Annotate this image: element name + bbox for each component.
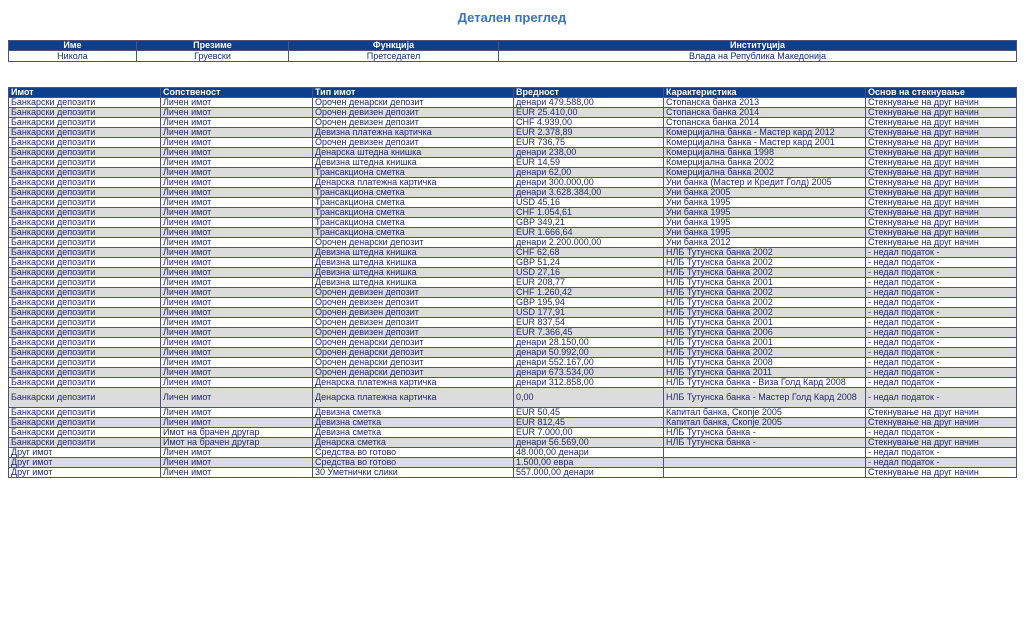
table-row bbox=[9, 328, 1017, 338]
asset-cell: Банкарски депозити bbox=[9, 248, 161, 258]
asset-cell: Банкарски депозити bbox=[9, 438, 161, 448]
acquisition-basis-cell: Стекнување на друг начин bbox=[866, 198, 1017, 208]
asset-cell: Друг имот bbox=[9, 468, 161, 478]
characteristic-cell: Комерцијална банка 2002 bbox=[664, 158, 866, 168]
asset-cell: Друг имот bbox=[9, 448, 161, 458]
table-row bbox=[9, 348, 1017, 358]
acquisition-basis-cell: - недал податок - bbox=[866, 338, 1017, 348]
asset-cell: Банкарски депозити bbox=[9, 328, 161, 338]
value-cell: 1.500,00 евра bbox=[514, 458, 664, 468]
table-row bbox=[9, 158, 1017, 168]
asset-type-cell: Трансакциона сметка bbox=[313, 198, 514, 208]
acquisition-basis-cell: - недал податок - bbox=[866, 258, 1017, 268]
table-row bbox=[9, 238, 1017, 248]
asset-cell: Банкарски депозити bbox=[9, 238, 161, 248]
asset-cell: Банкарски депозити bbox=[9, 308, 161, 318]
ownership-cell: Личен имот bbox=[161, 228, 313, 238]
value-cell: денари 28.150,00 bbox=[514, 338, 664, 348]
acquisition-basis-cell: Стекнување на друг начин bbox=[866, 178, 1017, 188]
table-row bbox=[9, 168, 1017, 178]
value-cell: денари 552.167,00 bbox=[514, 358, 664, 368]
characteristic-cell: НЛБ Тутунска банка 2002 bbox=[664, 248, 866, 258]
acquisition-basis-cell: - недал податок - bbox=[866, 368, 1017, 378]
value-cell: денари 300.000,00 bbox=[514, 178, 664, 188]
characteristic-cell: Комерцијална банка - Мастер кард 2012 bbox=[664, 128, 866, 138]
ownership-cell: Имот на брачен другар bbox=[161, 438, 313, 448]
official-row bbox=[9, 51, 1017, 62]
asset-type-cell: Девизна штедна книшка bbox=[313, 278, 514, 288]
value-cell: GBP 349,21 bbox=[514, 218, 664, 228]
characteristic-cell: НЛБ Тутунска банка - Мастер Голд Кард 2008 bbox=[664, 388, 866, 408]
asset-cell: Банкарски депозити bbox=[9, 358, 161, 368]
ownership-cell: Личен имот bbox=[161, 118, 313, 128]
acquisition-basis-cell: Стекнување на друг начин bbox=[866, 468, 1017, 478]
header-last-name: Презиме bbox=[137, 41, 289, 51]
table-row bbox=[9, 308, 1017, 318]
value-cell: EUR 837,54 bbox=[514, 318, 664, 328]
assets-table bbox=[8, 87, 1017, 478]
asset-type-cell: Орочен девизен депозит bbox=[313, 318, 514, 328]
asset-type-cell: Орочен девизен депозит bbox=[313, 308, 514, 318]
acquisition-basis-cell: Стекнување на друг начин bbox=[866, 208, 1017, 218]
table-row bbox=[9, 248, 1017, 258]
official-info-table bbox=[8, 40, 1017, 62]
table-row bbox=[9, 418, 1017, 428]
asset-type-cell: Трансакциона сметка bbox=[313, 188, 514, 198]
ownership-cell: Личен имот bbox=[161, 378, 313, 388]
ownership-cell: Личен имот bbox=[161, 268, 313, 278]
asset-type-cell: Девизна платежна картичка bbox=[313, 128, 514, 138]
ownership-cell: Личен имот bbox=[161, 258, 313, 268]
ownership-cell: Личен имот bbox=[161, 418, 313, 428]
asset-cell: Банкарски депозити bbox=[9, 348, 161, 358]
table-row bbox=[9, 208, 1017, 218]
value-cell: CHF 1.260,42 bbox=[514, 288, 664, 298]
characteristic-cell: Уни банка 1995 bbox=[664, 218, 866, 228]
value-cell: USD 177,91 bbox=[514, 308, 664, 318]
characteristic-cell: НЛБ Тутунска банка 2002 bbox=[664, 348, 866, 358]
asset-type-cell: Орочен девизен депозит bbox=[313, 138, 514, 148]
table-row bbox=[9, 428, 1017, 438]
ownership-cell: Личен имот bbox=[161, 348, 313, 358]
ownership-cell: Личен имот bbox=[161, 248, 313, 258]
table-row bbox=[9, 218, 1017, 228]
table-row bbox=[9, 438, 1017, 448]
table-row bbox=[9, 358, 1017, 368]
asset-type-cell: Орочен девизен депозит bbox=[313, 118, 514, 128]
header-acquisition-basis: Основ на стекнување bbox=[866, 88, 1017, 98]
asset-type-cell: 30 Уметнички слики bbox=[313, 468, 514, 478]
ownership-cell: Личен имот bbox=[161, 408, 313, 418]
asset-cell: Банкарски депозити bbox=[9, 378, 161, 388]
characteristic-cell: НЛБ Тутунска банка 2001 bbox=[664, 318, 866, 328]
header-ownership: Сопственост bbox=[161, 88, 313, 98]
asset-cell: Банкарски депозити bbox=[9, 118, 161, 128]
asset-cell: Банкарски депозити bbox=[9, 258, 161, 268]
institution: Влада на Република Македонија bbox=[499, 51, 1017, 62]
asset-cell: Банкарски депозити bbox=[9, 148, 161, 158]
acquisition-basis-cell: Стекнување на друг начин bbox=[866, 228, 1017, 238]
acquisition-basis-cell: - недал податок - bbox=[866, 458, 1017, 468]
ownership-cell: Личен имот bbox=[161, 298, 313, 308]
acquisition-basis-cell: - недал податок - bbox=[866, 278, 1017, 288]
acquisition-basis-cell: - недал податок - bbox=[866, 308, 1017, 318]
table-row bbox=[9, 228, 1017, 238]
ownership-cell: Личен имот bbox=[161, 278, 313, 288]
value-cell: 0,00 bbox=[514, 388, 664, 408]
table-row bbox=[9, 148, 1017, 158]
characteristic-cell: Стопанска банка 2014 bbox=[664, 108, 866, 118]
value-cell: EUR 25.410,00 bbox=[514, 108, 664, 118]
ownership-cell: Личен имот bbox=[161, 388, 313, 408]
characteristic-cell: Уни банка 2005 bbox=[664, 188, 866, 198]
ownership-cell: Имот на брачен другар bbox=[161, 428, 313, 438]
ownership-cell: Личен имот bbox=[161, 308, 313, 318]
header-characteristic: Карактеристика bbox=[664, 88, 866, 98]
ownership-cell: Личен имот bbox=[161, 128, 313, 138]
characteristic-cell: Стопанска банка 2014 bbox=[664, 118, 866, 128]
ownership-cell: Личен имот bbox=[161, 98, 313, 108]
acquisition-basis-cell: Стекнување на друг начин bbox=[866, 188, 1017, 198]
table-row bbox=[9, 298, 1017, 308]
value-cell: EUR 736,75 bbox=[514, 138, 664, 148]
acquisition-basis-cell: Стекнување на друг начин bbox=[866, 158, 1017, 168]
acquisition-basis-cell: Стекнување на друг начин bbox=[866, 218, 1017, 228]
acquisition-basis-cell: - недал податок - bbox=[866, 248, 1017, 258]
table-row bbox=[9, 188, 1017, 198]
asset-type-cell: Трансакциона сметка bbox=[313, 218, 514, 228]
acquisition-basis-cell: - недал податок - bbox=[866, 448, 1017, 458]
acquisition-basis-cell: Стекнување на друг начин bbox=[866, 418, 1017, 428]
acquisition-basis-cell: - недал податок - bbox=[866, 348, 1017, 358]
characteristic-cell: НЛБ Тутунска банка 2011 bbox=[664, 368, 866, 378]
ownership-cell: Личен имот bbox=[161, 368, 313, 378]
ownership-cell: Личен имот bbox=[161, 358, 313, 368]
value-cell: EUR 50,45 bbox=[514, 408, 664, 418]
asset-type-cell: Девизна штедна книшка bbox=[313, 268, 514, 278]
acquisition-basis-cell: Стекнување на друг начин bbox=[866, 98, 1017, 108]
acquisition-basis-cell: Стекнување на друг начин bbox=[866, 108, 1017, 118]
asset-type-cell: Девизна штедна книшка bbox=[313, 248, 514, 258]
characteristic-cell: Комерцијална банка 1998 bbox=[664, 148, 866, 158]
acquisition-basis-cell: - недал податок - bbox=[866, 358, 1017, 368]
asset-type-cell: Денарска платежна картичка bbox=[313, 378, 514, 388]
value-cell: USD 27,16 bbox=[514, 268, 664, 278]
asset-cell: Банкарски депозити bbox=[9, 128, 161, 138]
ownership-cell: Личен имот bbox=[161, 288, 313, 298]
table-row bbox=[9, 268, 1017, 278]
asset-cell: Банкарски депозити bbox=[9, 208, 161, 218]
asset-cell: Банкарски депозити bbox=[9, 158, 161, 168]
table-row bbox=[9, 368, 1017, 378]
asset-cell: Банкарски депозити bbox=[9, 168, 161, 178]
asset-cell: Банкарски депозити bbox=[9, 298, 161, 308]
characteristic-cell: Стопанска банка 2013 bbox=[664, 98, 866, 108]
value-cell: EUR 7.000,00 bbox=[514, 428, 664, 438]
table-row bbox=[9, 408, 1017, 418]
value-cell: денари 56.569,00 bbox=[514, 438, 664, 448]
asset-cell: Банкарски депозити bbox=[9, 388, 161, 408]
asset-cell: Банкарски депозити bbox=[9, 418, 161, 428]
ownership-cell: Личен имот bbox=[161, 318, 313, 328]
characteristic-cell: НЛБ Тутунска банка - Виза Голд Кард 2008 bbox=[664, 378, 866, 388]
asset-type-cell: Девизна сметка bbox=[313, 428, 514, 438]
ownership-cell: Личен имот bbox=[161, 158, 313, 168]
characteristic-cell: Капитал банка, Скопје 2005 bbox=[664, 408, 866, 418]
asset-cell: Банкарски депозити bbox=[9, 198, 161, 208]
header-asset-type: Тип имот bbox=[313, 88, 514, 98]
characteristic-cell: НЛБ Тутунска банка 2002 bbox=[664, 298, 866, 308]
table-row bbox=[9, 108, 1017, 118]
characteristic-cell: НЛБ Тутунска банка 2002 bbox=[664, 288, 866, 298]
asset-type-cell: Орочен денарски депозит bbox=[313, 358, 514, 368]
characteristic-cell: Уни банка 1995 bbox=[664, 228, 866, 238]
ownership-cell: Личен имот bbox=[161, 178, 313, 188]
asset-cell: Банкарски депозити bbox=[9, 428, 161, 438]
value-cell: CHF 1.054,61 bbox=[514, 208, 664, 218]
ownership-cell: Личен имот bbox=[161, 218, 313, 228]
characteristic-cell: НЛБ Тутунска банка - bbox=[664, 438, 866, 448]
ownership-cell: Личен имот bbox=[161, 468, 313, 478]
asset-cell: Банкарски депозити bbox=[9, 218, 161, 228]
ownership-cell: Личен имот bbox=[161, 168, 313, 178]
first-name: Никола bbox=[9, 51, 137, 62]
characteristic-cell: Комерцијална банка 2002 bbox=[664, 168, 866, 178]
ownership-cell: Личен имот bbox=[161, 458, 313, 468]
assets-header-row bbox=[9, 88, 1017, 98]
characteristic-cell: НЛБ Тутунска банка - bbox=[664, 428, 866, 438]
value-cell: CHF 62,68 bbox=[514, 248, 664, 258]
asset-type-cell: Орочен денарски депозит bbox=[313, 348, 514, 358]
asset-type-cell: Орочен денарски депозит bbox=[313, 238, 514, 248]
acquisition-basis-cell: - недал податок - bbox=[866, 428, 1017, 438]
acquisition-basis-cell: - недал податок - bbox=[866, 268, 1017, 278]
characteristic-cell: НЛБ Тутунска банка 2008 bbox=[664, 358, 866, 368]
value-cell: 48.000,00 денари bbox=[514, 448, 664, 458]
header-institution: Институција bbox=[499, 41, 1017, 51]
table-row bbox=[9, 128, 1017, 138]
asset-cell: Банкарски депозити bbox=[9, 278, 161, 288]
characteristic-cell: НЛБ Тутунска банка 2002 bbox=[664, 258, 866, 268]
asset-type-cell: Денарска платежна картичка bbox=[313, 178, 514, 188]
characteristic-cell bbox=[664, 458, 866, 468]
page-title: Детален преглед bbox=[457, 10, 567, 25]
asset-cell: Банкарски депозити bbox=[9, 268, 161, 278]
ownership-cell: Личен имот bbox=[161, 108, 313, 118]
official-header-row bbox=[9, 41, 1017, 51]
acquisition-basis-cell: - недал податок - bbox=[866, 328, 1017, 338]
asset-type-cell: Средства во готово bbox=[313, 458, 514, 468]
value-cell: EUR 2.378,89 bbox=[514, 128, 664, 138]
asset-cell: Банкарски депозити bbox=[9, 228, 161, 238]
characteristic-cell: Уни банка 1995 bbox=[664, 198, 866, 208]
header-function: Функција bbox=[289, 41, 499, 51]
value-cell: EUR 208,77 bbox=[514, 278, 664, 288]
header-value: Вредност bbox=[514, 88, 664, 98]
asset-type-cell: Орочен денарски депозит bbox=[313, 98, 514, 108]
asset-type-cell: Трансакциона сметка bbox=[313, 208, 514, 218]
asset-cell: Банкарски депозити bbox=[9, 288, 161, 298]
asset-type-cell: Девизна сметка bbox=[313, 418, 514, 428]
function: Претседател bbox=[289, 51, 499, 62]
acquisition-basis-cell: Стекнување на друг начин bbox=[866, 128, 1017, 138]
characteristic-cell: НЛБ Тутунска банка 2002 bbox=[664, 308, 866, 318]
table-row bbox=[9, 468, 1017, 478]
table-row bbox=[9, 98, 1017, 108]
value-cell: EUR 1.666,64 bbox=[514, 228, 664, 238]
ownership-cell: Личен имот bbox=[161, 238, 313, 248]
value-cell: денари 238,00 bbox=[514, 148, 664, 158]
ownership-cell: Личен имот bbox=[161, 448, 313, 458]
characteristic-cell bbox=[664, 468, 866, 478]
characteristic-cell: НЛБ Тутунска банка 2006 bbox=[664, 328, 866, 338]
asset-cell: Друг имот bbox=[9, 458, 161, 468]
asset-cell: Банкарски депозити bbox=[9, 408, 161, 418]
asset-type-cell: Девизна штедна книшка bbox=[313, 158, 514, 168]
value-cell: денари 2.200.000,00 bbox=[514, 238, 664, 248]
ownership-cell: Личен имот bbox=[161, 198, 313, 208]
asset-type-cell: Орочен денарски депозит bbox=[313, 338, 514, 348]
acquisition-basis-cell: - недал податок - bbox=[866, 298, 1017, 308]
ownership-cell: Личен имот bbox=[161, 338, 313, 348]
asset-cell: Банкарски депозити bbox=[9, 108, 161, 118]
acquisition-basis-cell: Стекнување на друг начин bbox=[866, 138, 1017, 148]
value-cell: GBP 195,94 bbox=[514, 298, 664, 308]
characteristic-cell: Комерцијална банка - Мастер кард 2001 bbox=[664, 138, 866, 148]
table-row bbox=[9, 198, 1017, 208]
characteristic-cell: Уни банка 2012 bbox=[664, 238, 866, 248]
asset-cell: Банкарски депозити bbox=[9, 318, 161, 328]
asset-cell: Банкарски депозити bbox=[9, 188, 161, 198]
characteristic-cell: НЛБ Тутунска банка 2001 bbox=[664, 278, 866, 288]
value-cell: 557.000,00 денари bbox=[514, 468, 664, 478]
acquisition-basis-cell: - недал податок - bbox=[866, 378, 1017, 388]
asset-type-cell: Трансакциона сметка bbox=[313, 228, 514, 238]
asset-cell: Банкарски депозити bbox=[9, 338, 161, 348]
ownership-cell: Личен имот bbox=[161, 138, 313, 148]
asset-type-cell: Денарска платежна картичка bbox=[313, 388, 514, 408]
table-row bbox=[9, 458, 1017, 468]
value-cell: EUR 812,45 bbox=[514, 418, 664, 428]
asset-type-cell: Трансакциона сметка bbox=[313, 168, 514, 178]
asset-type-cell: Орочен денарски депозит bbox=[313, 368, 514, 378]
value-cell: денари 673.534,00 bbox=[514, 368, 664, 378]
acquisition-basis-cell: Стекнување на друг начин bbox=[866, 118, 1017, 128]
table-row bbox=[9, 318, 1017, 328]
value-cell: денари 50.992,00 bbox=[514, 348, 664, 358]
acquisition-basis-cell: Стекнување на друг начин bbox=[866, 408, 1017, 418]
acquisition-basis-cell: Стекнување на друг начин bbox=[866, 438, 1017, 448]
ownership-cell: Личен имот bbox=[161, 328, 313, 338]
asset-type-cell: Орочен девизен депозит bbox=[313, 288, 514, 298]
asset-type-cell: Орочен девизен депозит bbox=[313, 328, 514, 338]
table-row bbox=[9, 118, 1017, 128]
asset-cell: Банкарски депозити bbox=[9, 138, 161, 148]
asset-type-cell: Орочен девизен депозит bbox=[313, 108, 514, 118]
ownership-cell: Личен имот bbox=[161, 148, 313, 158]
last-name: Груевски bbox=[137, 51, 289, 62]
acquisition-basis-cell: - недал податок - bbox=[866, 318, 1017, 328]
value-cell: USD 45,16 bbox=[514, 198, 664, 208]
value-cell: денари 479.588,00 bbox=[514, 98, 664, 108]
asset-cell: Банкарски депозити bbox=[9, 178, 161, 188]
characteristic-cell: Капитал банка, Скопје 2005 bbox=[664, 418, 866, 428]
characteristic-cell: НЛБ Тутунска банка 2002 bbox=[664, 268, 866, 278]
table-row bbox=[9, 138, 1017, 148]
acquisition-basis-cell: Стекнување на друг начин bbox=[866, 168, 1017, 178]
acquisition-basis-cell: Стекнување на друг начин bbox=[866, 148, 1017, 158]
value-cell: EUR 7.366,45 bbox=[514, 328, 664, 338]
table-row bbox=[9, 178, 1017, 188]
value-cell: EUR 14,59 bbox=[514, 158, 664, 168]
asset-type-cell: Девизна сметка bbox=[313, 408, 514, 418]
asset-cell: Банкарски депозити bbox=[9, 98, 161, 108]
value-cell: денари 3.628.384,00 bbox=[514, 188, 664, 198]
table-row bbox=[9, 278, 1017, 288]
table-row bbox=[9, 378, 1017, 388]
header-first-name: Име bbox=[9, 41, 137, 51]
asset-type-cell: Средства во готово bbox=[313, 448, 514, 458]
value-cell: денари 62,00 bbox=[514, 168, 664, 178]
table-row bbox=[9, 338, 1017, 348]
asset-type-cell: Денарска штедна книшка bbox=[313, 148, 514, 158]
asset-type-cell: Орочен девизен депозит bbox=[313, 298, 514, 308]
asset-cell: Банкарски депозити bbox=[9, 368, 161, 378]
acquisition-basis-cell: Стекнување на друг начин bbox=[866, 238, 1017, 248]
acquisition-basis-cell: - недал податок - bbox=[866, 288, 1017, 298]
table-row bbox=[9, 258, 1017, 268]
table-row bbox=[9, 388, 1017, 408]
ownership-cell: Личен имот bbox=[161, 208, 313, 218]
ownership-cell: Личен имот bbox=[161, 188, 313, 198]
table-row bbox=[9, 448, 1017, 458]
characteristic-cell bbox=[664, 448, 866, 458]
value-cell: GBP 51,24 bbox=[514, 258, 664, 268]
characteristic-cell: Уни банка (Мастер и Кредит Голд) 2005 bbox=[664, 178, 866, 188]
table-row bbox=[9, 288, 1017, 298]
value-cell: CHF 4.939,00 bbox=[514, 118, 664, 128]
header-asset: Имот bbox=[9, 88, 161, 98]
asset-type-cell: Девизна штедна книшка bbox=[313, 258, 514, 268]
characteristic-cell: Уни банка 1995 bbox=[664, 208, 866, 218]
characteristic-cell: НЛБ Тутунска банка 2001 bbox=[664, 338, 866, 348]
value-cell: денари 312.858,00 bbox=[514, 378, 664, 388]
asset-type-cell: Денарска сметка bbox=[313, 438, 514, 448]
acquisition-basis-cell: - недал податок - bbox=[866, 388, 1017, 408]
